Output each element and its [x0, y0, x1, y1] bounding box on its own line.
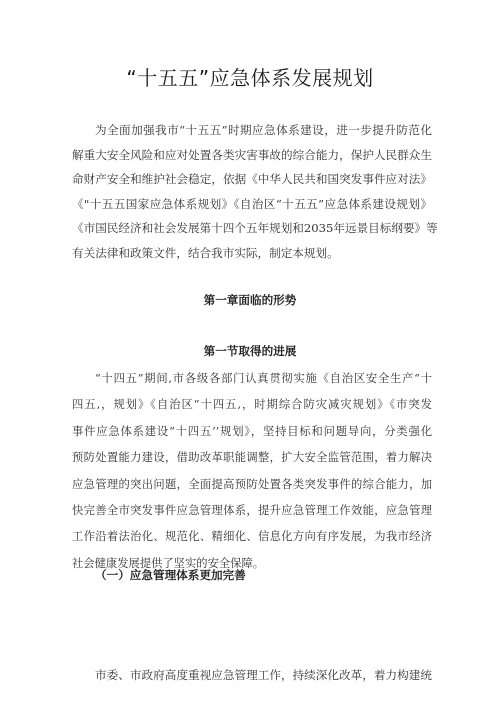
- progress-line: 工作沿着法治化、规范化、精细化、信息化方向有序发展，为我市经济: [72, 530, 432, 544]
- intro-line: 有关法律和政策文件，结合我市实际，制定本规划。: [72, 245, 339, 260]
- progress-line: 社会健康发展提供了坚实的安全保障。: [72, 556, 265, 570]
- intro-line: 《市国民经济和社会发展第十四个五年规划和2035年远景目标纲要》等: [72, 221, 438, 235]
- progress-line: 应急管理的突出问题，全面提高预防处置各类突发事件的综合能力，加: [72, 477, 432, 491]
- intro-paragraph: [72, 118, 438, 265]
- chapter-heading: 第一章面临的形势: [203, 293, 297, 307]
- progress-line: 快完善全市突发事件应急管理体系，提升应急管理工作效能，应急管理: [72, 503, 432, 517]
- document-title: “十五五”应急体系发展规划: [126, 66, 374, 90]
- subsection-heading: （一）应急管理体系更加完善: [95, 568, 246, 582]
- progress-line: 事件应急体系建设“十四五’’规划》，坚持目标和问题导向，分类强化: [72, 424, 432, 438]
- progress-paragraph: [72, 366, 432, 577]
- intro-line: 命财产安全和维护社会稳定，依据《中华人民共和国突发事件应对法》: [72, 172, 432, 186]
- intro-line: 解重大安全风险和应对处置各类灾害事故的综合能力，保护人民群众生: [72, 147, 432, 162]
- section-heading: 第一节取得的进展: [203, 344, 297, 358]
- intro-line: 为全面加强我市“十五五”时期应急体系建设，进一步提升防范化: [95, 123, 432, 137]
- last-paragraph: [72, 663, 432, 688]
- intro-line: 《"十五五国家应急体系规划》《自治区“十五五”应急体系建设规划》: [72, 196, 432, 211]
- progress-line: 预防处置能力建设，借助改革职能调整，扩大安全监管范围，着力解决: [72, 451, 432, 465]
- last-line: 市委、市政府高度重视应急管理工作，持续深化改革，着力构建统: [95, 668, 432, 682]
- progress-line: “十四五”期间,市各级各部门认真贯彻实施《自治区安全生产“十: [95, 372, 432, 385]
- progress-line: 四五,，规划》《自治区“十四五,，时期综合防灾减灾规划》《市突发: [72, 398, 432, 412]
